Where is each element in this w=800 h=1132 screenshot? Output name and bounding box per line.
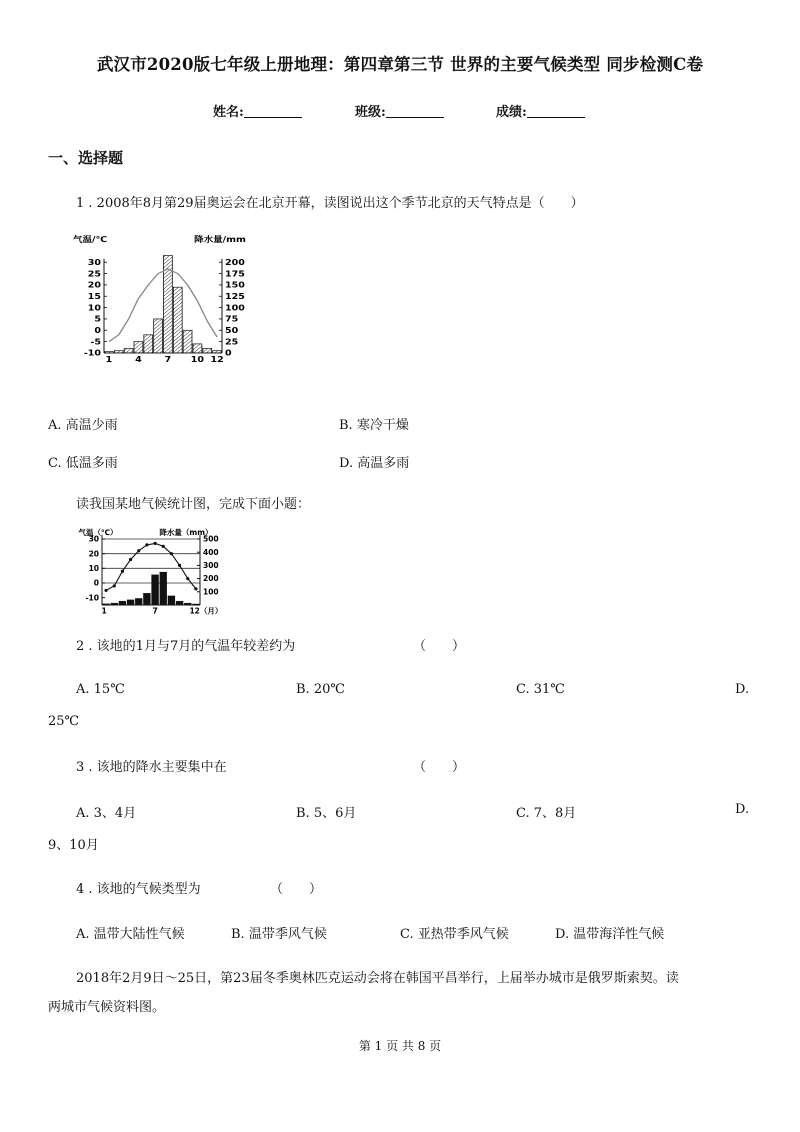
temperature-point — [113, 584, 116, 587]
section-heading: 一、选择题 — [48, 149, 124, 167]
precip-bar — [152, 575, 159, 605]
month-tick-label: 12（月） — [189, 606, 223, 615]
precip-tick-label: 200 — [203, 574, 219, 584]
climate-chart-1 — [70, 232, 255, 362]
temp-tick-label: 20 — [87, 281, 101, 291]
question-1-stem: 1 . 2008年8月第29届奥运会在北京开幕，读图说出这个季节北京的天气特点是（ ） — [76, 196, 584, 211]
temp-tick-label: 10 — [88, 563, 99, 573]
precip-tick-label: 50 — [225, 326, 239, 336]
q3-option-a[interactable]: A. 3、4月 — [76, 806, 137, 821]
score-label: 成绩: — [496, 105, 527, 120]
temperature-point — [170, 552, 173, 555]
month-tick-label: 12 — [210, 355, 224, 362]
page-title: 武汉市2020版七年级上册地理：第四章第三节 世界的主要气候类型 同步检测C卷 — [96, 55, 704, 74]
temperature-point — [121, 570, 124, 573]
page-footer: 第 1 页 共 8 页 — [358, 1039, 442, 1053]
precip-tick-label: 500 — [203, 534, 219, 544]
question-3-paren: （ ） — [413, 760, 466, 775]
temperature-point — [194, 587, 197, 590]
month-tick-label: 10 — [190, 355, 205, 362]
precip-tick-label: 100 — [225, 304, 245, 314]
temp-tick-label: -10 — [83, 349, 101, 359]
precip-bar — [193, 344, 202, 353]
question-3-stem: 3 . 该地的降水主要集中在 — [76, 760, 227, 775]
precip-bar — [203, 348, 212, 353]
precip-bar — [134, 342, 143, 353]
precip-bar — [160, 572, 167, 605]
precip-bar — [124, 348, 133, 353]
temp-tick-label: 20 — [88, 549, 99, 559]
precip-tick-label: 125 — [225, 292, 245, 302]
score-blank — [527, 104, 585, 118]
q2-option-c[interactable]: C. 31℃ — [516, 682, 565, 697]
temperature-point — [178, 564, 181, 567]
temp-tick-label: 25 — [87, 270, 101, 280]
temp-tick-label: 30 — [87, 258, 101, 268]
temperature-point — [145, 543, 148, 546]
temp-tick-label: 15 — [87, 292, 101, 302]
q3-option-d-text: 9、10月 — [48, 838, 99, 853]
q2-option-d-text: 25℃ — [48, 714, 80, 729]
q1-option-b[interactable]: B. 寒冷干燥 — [339, 418, 409, 433]
month-tick-label: 1 — [105, 355, 113, 362]
class-label: 班级: — [355, 105, 386, 120]
q2-option-a[interactable]: A. 15℃ — [76, 682, 125, 697]
temperature-point — [137, 549, 140, 552]
q3-option-d[interactable]: D. — [735, 802, 750, 817]
reading-intro-5-line1: 2018年2月9日～25日，第23届冬季奥林匹克运动会将在韩国平昌举行，上届举办城市是俄罗斯索契。读 — [76, 971, 679, 986]
precip-bar — [176, 601, 183, 605]
class-blank — [386, 104, 444, 118]
temperature-point — [129, 558, 132, 561]
precip-bar — [168, 596, 175, 605]
climate-chart-2 — [76, 527, 240, 615]
precip-tick-label: 75 — [225, 315, 239, 325]
precip-bar — [135, 598, 142, 605]
q4-option-a[interactable]: A. 温带大陆性气候 — [76, 927, 185, 942]
question-4-paren: （ ） — [270, 882, 323, 897]
precip-bar — [127, 600, 134, 605]
temp-tick-label: 10 — [87, 304, 101, 314]
precip-bar — [154, 319, 163, 353]
q3-option-b[interactable]: B. 5、6月 — [296, 806, 357, 821]
name-blank — [244, 104, 302, 118]
precip-tick-label: 100 — [203, 587, 219, 597]
precip-tick-label: 175 — [225, 270, 245, 280]
precip-bar — [173, 287, 182, 353]
y-right-axis-label: 降水量（mm） — [159, 528, 213, 537]
temp-tick-label: 5 — [94, 315, 101, 325]
q1-option-c[interactable]: C. 低温多雨 — [48, 456, 118, 471]
precip-tick-label: 200 — [225, 258, 245, 268]
precip-bar — [143, 593, 150, 605]
q4-option-b[interactable]: B. 温带季风气候 — [231, 927, 327, 942]
q4-option-c[interactable]: C. 亚热带季风气候 — [400, 927, 509, 942]
class-field — [355, 101, 444, 120]
q2-option-d[interactable]: D. — [735, 682, 750, 697]
question-2-paren: （ ） — [413, 639, 466, 654]
temp-tick-label: -10 — [85, 593, 99, 603]
score-field — [496, 101, 585, 120]
month-tick-label: 7 — [152, 606, 158, 615]
temperature-curve — [109, 269, 217, 342]
precip-tick-label: 0 — [225, 349, 232, 359]
question-2-stem: 2 . 该地的1月与7月的气温年较差约为 — [76, 639, 296, 654]
y-left-axis-label: 气温/℃ — [73, 235, 107, 245]
q1-option-a[interactable]: A. 高温少雨 — [48, 418, 118, 433]
month-tick-label: 4 — [135, 355, 142, 362]
temp-tick-label: 0 — [93, 578, 99, 588]
q1-option-d[interactable]: D. 高温多雨 — [339, 456, 410, 471]
reading-intro-5-line2: 两城市气候资料图。 — [48, 1000, 166, 1015]
precip-bar — [183, 330, 192, 353]
y-right-axis-label: 降水量/mm — [194, 235, 246, 245]
temp-tick-label: 30 — [88, 534, 99, 544]
month-tick-label: 7 — [164, 355, 172, 362]
name-label: 姓名: — [213, 105, 244, 120]
question-4-stem: 4 . 该地的气候类型为 — [76, 882, 201, 897]
temperature-point — [186, 577, 189, 580]
q4-option-d[interactable]: D. 温带海洋性气候 — [555, 927, 665, 942]
temperature-point — [153, 542, 156, 545]
precip-bar — [144, 335, 153, 353]
q3-option-c[interactable]: C. 7、8月 — [516, 806, 577, 821]
precip-tick-label: 150 — [225, 281, 245, 291]
temperature-point — [104, 589, 107, 592]
y-left-axis-label: 气温（℃） — [78, 528, 118, 537]
month-tick-label: 1 — [101, 606, 107, 615]
precip-tick-label: 25 — [225, 338, 239, 348]
precip-tick-label: 300 — [203, 561, 219, 571]
reading-intro-2: 读我国某地气候统计图，完成下面小题： — [76, 497, 311, 512]
precip-bar — [119, 601, 126, 605]
temp-tick-label: -5 — [90, 338, 101, 348]
temp-tick-label: 0 — [94, 326, 101, 336]
temperature-point — [162, 545, 165, 548]
precip-tick-label: 400 — [203, 547, 219, 557]
q2-option-b[interactable]: B. 20℃ — [296, 682, 345, 697]
name-field — [213, 101, 302, 120]
